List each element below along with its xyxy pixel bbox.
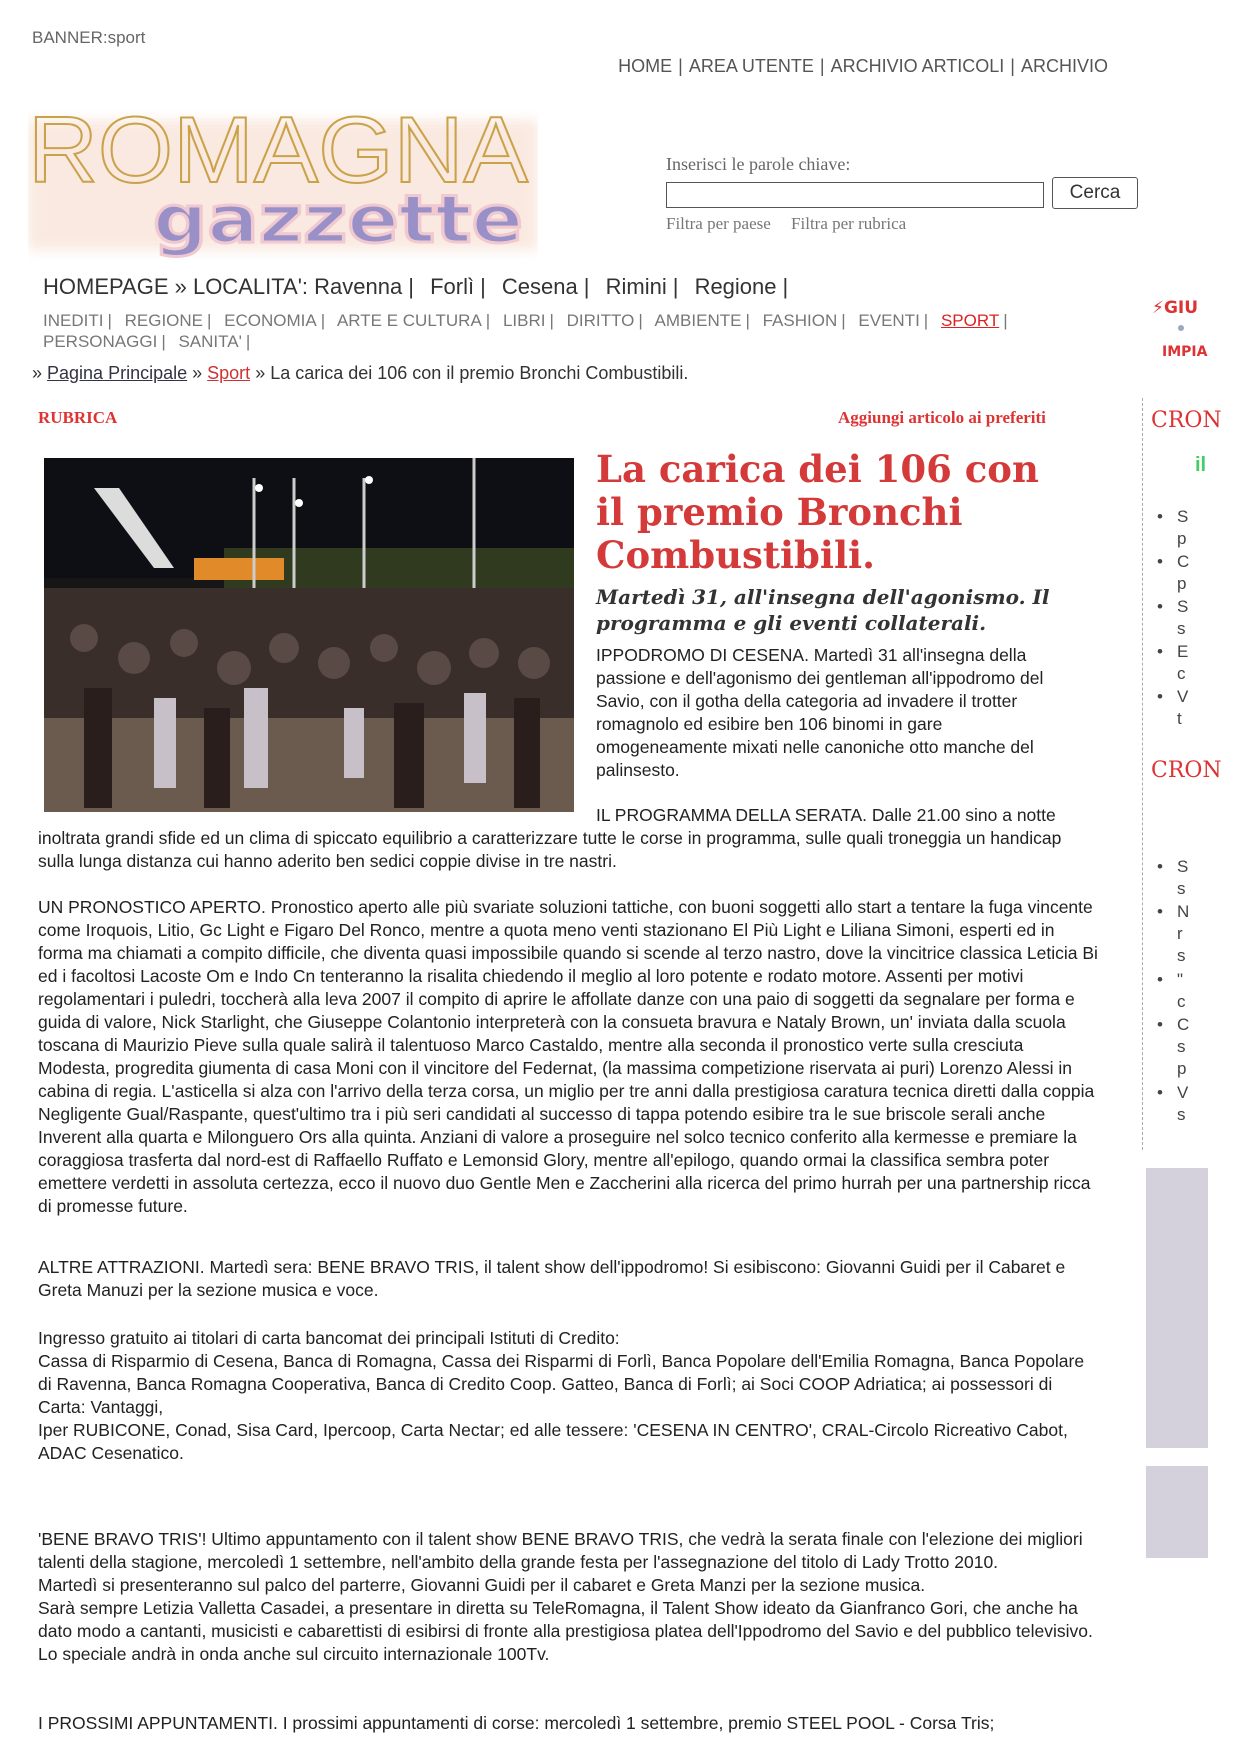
search-input[interactable] (666, 182, 1044, 208)
article-ingresso (38, 1327, 1098, 1465)
category-ineditI[interactable]: INEDITI (43, 311, 104, 330)
list-item[interactable]: • S s (1157, 597, 1189, 638)
location-forli[interactable]: Forlì (430, 274, 475, 299)
article-title: La carica dei 106 con il premio Bronchi Combustibili. (596, 447, 1039, 577)
article-photo (44, 458, 574, 812)
sidebar-news-list-1 (1157, 506, 1189, 731)
category-sport[interactable]: SPORT (940, 311, 1000, 330)
benebravo-line: 'BENE BRAVO TRIS'! Ultimo appuntamento con il talent show BENE BRAVO TRIS, che vedrà la serata finale con l'elezione dei migliori talenti della stagione, mercoledì 1 settembre, nell'ambito della grande festa per l'assegnazione del titolo di Lady Trotto 2010. (38, 1529, 1083, 1572)
category-arte-e-cultura[interactable]: ARTE E CULTURA (336, 311, 482, 330)
location-cesena[interactable]: Cesena (501, 274, 578, 299)
list-item[interactable]: • V s (1157, 1083, 1189, 1124)
category-diritto[interactable]: DIRITTO (566, 311, 635, 330)
filter-by-town-link[interactable]: Filtra per paese (666, 214, 771, 233)
top-nav-area-utente[interactable]: AREA UTENTE (688, 56, 814, 76)
location-rimini[interactable]: Rimini (605, 274, 667, 299)
location-nav-home[interactable]: HOMEPAGE » LOCALITA': (43, 274, 309, 299)
sidebar-dot-icon (1178, 325, 1184, 331)
article-pronostico: UN PRONOSTICO APERTO. Pronostico aperto alle più svariate soluzioni tattiche, con buoni soggetti allo start a tentare la fuga vincente come Iroquois, Litio, Gc Light e Figaro Del Ronco, mentre a quota meno venti stazionano El Più Light e Liliana Simoni, esperti ed in forma ma chiamati a compito difficile, che diventa quasi impossibile quando si scende al terzo nastro, dove la vincitrice classica Leticia Bi ed i facoltosi Lacoste Om e Indo Cn tenteranno la risalita chiedendo il meglio al loro potente e rodato motore. Assenti per motivi regolamentari i puledri, toccherà alla leva 2007 il compito di aprire le affollate danze con una paio di soggetti da segnalare per forma e guida di valore, Nick Starlight, che Giuseppe Colantonio interpreterà con la consueta bravura e Nataly Brown, un' inviata dalla scuola toscana di Maurizio Pieve sulla quale salirà il talentuoso Marco Castaldo, mentre alla seconda il pronostico verte sulla cresciuta Modesta, progredita giumenta di casa Moni con il vincitore del Federnat, (la massima competizione riservata ai puri) Lorenzo Alessi in cabina di regia. L'asticella si alza con l'arrivo della terza corsa, un miglio per tre anni dalla prestigiosa caratura tecnica diretti dalla coppia Negligente Gual/Raspante, quest'ultimo tra i più seri candidati al successo di tappa potendo esibire tra le sue briscole serali anche Inverent alla quarta e Milonguero Ors alla quinta. Anziani di valore a proseguire nel solco tecnico conferito alla kermesse e premiare la coraggiosa trasferta dal nord-est di Raffaello Ruffato e Lemonsid Glory, mentre all'epilogo, quando ormai la classifica sembra poter emettere verdetti in assoluta certezza, ecco il nuovo duo Gentle Men e Zaccherini alla ricerca del primo hurrah per una partnership ricca di promesse future. (38, 897, 1098, 1216)
list-item[interactable]: • C p (1157, 552, 1190, 593)
breadcrumb-sport-link[interactable]: Sport (207, 363, 251, 383)
category-libri[interactable]: LIBRI (502, 311, 546, 330)
logo-romagna-text: ROMAGNA (28, 100, 529, 202)
category-eventi[interactable]: EVENTI (858, 311, 920, 330)
sidebar-cron-heading-1: CRON (1151, 408, 1222, 433)
sidebar-ad-giu[interactable]: ⚡GIU (1152, 298, 1199, 318)
top-nav: HOME | AREA UTENTE | ARCHIVIO ARTICOLI | ARCHIVIO (618, 56, 1108, 76)
list-item[interactable]: • S s (1157, 857, 1189, 898)
location-nav: HOMEPAGE » LOCALITA': Ravenna | Forlì | Cesena | Rimini | Regione | (43, 274, 789, 299)
sidebar-cron-heading-2: CRON (1151, 758, 1222, 783)
search-button[interactable]: Cerca (1052, 177, 1138, 209)
article-programma-start: IL PROGRAMMA DELLA SERATA. Dalle 21.00 sino a notte (596, 805, 1056, 825)
article-altre-attrazioni: ALTRE ATTRAZIONI. Martedì sera: BENE BRAVO TRIS, il talent show dell'ippodromo! Si esibiscono: Giovanni Guidi per il Cabaret e Greta Manuzi per la sezione musica e voce. (38, 1257, 1066, 1300)
location-ravenna[interactable]: Ravenna (314, 274, 403, 299)
ingresso-line: Cassa di Risparmio di Cesena, Banca di Romagna, Cassa dei Risparmi di Forlì, Banca Popolare dell'Emilia Romagna, Banca Popolare di Ravenna, Banca Romagna Cooperativa, Banca di Credito Coop. Gatteo, Banca di Forlì; ai Soci COOP Adriatica; ai possessori di Carta: Vantaggi, (38, 1351, 1085, 1417)
list-item[interactable]: • E c (1157, 642, 1189, 683)
category-economia[interactable]: ECONOMIA (224, 311, 317, 330)
article-programma-rest: inoltrata grandi sfide ed un clima di spiccato equilibrio a caratterizzare tutte le corse in programma, sulle quali troneggia un handicap sulla lunga distanza cui hanno aderito ben sedici coppie divise in tre nastri. (38, 828, 1062, 871)
category-personaggi[interactable]: PERSONAGGI (43, 332, 158, 351)
site-logo[interactable] (28, 100, 538, 260)
sidebar-banner-block[interactable] (1146, 1168, 1208, 1448)
list-item[interactable]: • C s p (1157, 1015, 1190, 1078)
sidebar-il-label: il (1195, 454, 1207, 476)
ingresso-line: Iper RUBICONE, Conad, Sisa Card, Ipercoop, Carta Nectar; ed alle tessere: 'CESENA IN CENTRO', CRAL-Circolo Ricreativo Cabot, (38, 1420, 1068, 1440)
location-regione[interactable]: Regione (694, 274, 777, 299)
benebravo-line: Sarà sempre Letizia Valletta Casadei, a presentare in diretta su TeleRomagna, il Talent Show ideato da Gianfranco Gori, che anche ha dato modo a cantanti, musicisti e cabarettisti di esibirsi di fronte alla prestigiosa platea dell'Ippodromo del Savio e del pubblico televisivo. Lo speciale andrà in onda anche sul circuito internazionale 100Tv. (38, 1598, 1093, 1664)
list-item[interactable]: • " c (1157, 970, 1186, 1011)
filters (666, 214, 922, 234)
sidebar-news-list-2 (1157, 856, 1189, 1127)
logo-gazzette-text: gazzette (153, 181, 523, 258)
sidebar-ad-impia[interactable]: IMPIA (1162, 344, 1208, 360)
article-prossimi-appuntamenti: I PROSSIMI APPUNTAMENTI. I prossimi appuntamenti di corse: mercoledì 1 settembre, premio STEEL POOL - Corsa Tris; (38, 1713, 995, 1733)
add-to-favorites-link[interactable]: Aggiungi articolo ai preferiti (838, 408, 1046, 427)
breadcrumb-current: La carica dei 106 con il premio Bronchi Combustibili. (270, 363, 689, 383)
category-nav: INEDITI | REGIONE | ECONOMIA | ARTE E CULTURA | LIBRI | DIRITTO | AMBIENTE | FASHION | EVENTI | SPORT | PERSONAGGI | SANITA' | (43, 311, 1008, 351)
category-regione[interactable]: REGIONE (124, 311, 204, 330)
benebravo-line: Martedì si presenteranno sul palco del parterre, Giovanni Guidi per il cabaret e Greta Manzi per la sezione musica. (38, 1575, 926, 1595)
list-item[interactable]: • S p (1157, 507, 1189, 548)
category-sanita[interactable]: SANITA' (178, 332, 242, 351)
ingresso-line: ADAC Cesenatico. (38, 1443, 184, 1463)
breadcrumb-home-link[interactable]: Pagina Principale (47, 363, 188, 383)
banner-label: BANNER:sport (32, 28, 146, 47)
top-nav-home[interactable]: HOME (618, 56, 673, 76)
filter-by-section-link[interactable]: Filtra per rubrica (791, 214, 907, 233)
search-label: Inserisci le parole chiave: (666, 154, 851, 174)
article-subtitle: Martedì 31, all'insegna dell'agonismo. Il programma e gli eventi collaterali. (596, 585, 1050, 635)
list-item[interactable]: • V t (1157, 687, 1189, 728)
sidebar-news-box (1142, 398, 1240, 1150)
list-item[interactable]: • N r s (1157, 902, 1190, 965)
top-nav-archivio[interactable]: ARCHIVIO (1020, 56, 1108, 76)
breadcrumb: » Pagina Principale » Sport » La carica dei 106 con il premio Bronchi Combustibili. (32, 363, 689, 383)
category-ambiente[interactable]: AMBIENTE (654, 311, 742, 330)
category-fashion[interactable]: FASHION (762, 311, 838, 330)
lightning-icon: ⚡ (1152, 298, 1164, 318)
article-bene-bravo-tris (38, 1528, 1098, 1666)
sidebar-banner-block[interactable] (1146, 1466, 1208, 1558)
ingresso-line: Ingresso gratuito ai titolari di carta bancomat dei principali Istituti di Credito: (38, 1328, 620, 1348)
rubrica-label: RUBRICA (38, 408, 118, 427)
article-lead: IPPODROMO DI CESENA. Martedì 31 all'insegna della passione e dell'agonismo dei gentleman all'ippodromo del Savio, con il gotha della categoria ad invadere il trotter romagnolo ed esibire ben 106 binomi in gare omogeneamente mixati nelle canoniche otto manche del palinsesto. (596, 645, 1044, 780)
top-nav-archivio-articoli[interactable]: ARCHIVIO ARTICOLI (830, 56, 1005, 76)
